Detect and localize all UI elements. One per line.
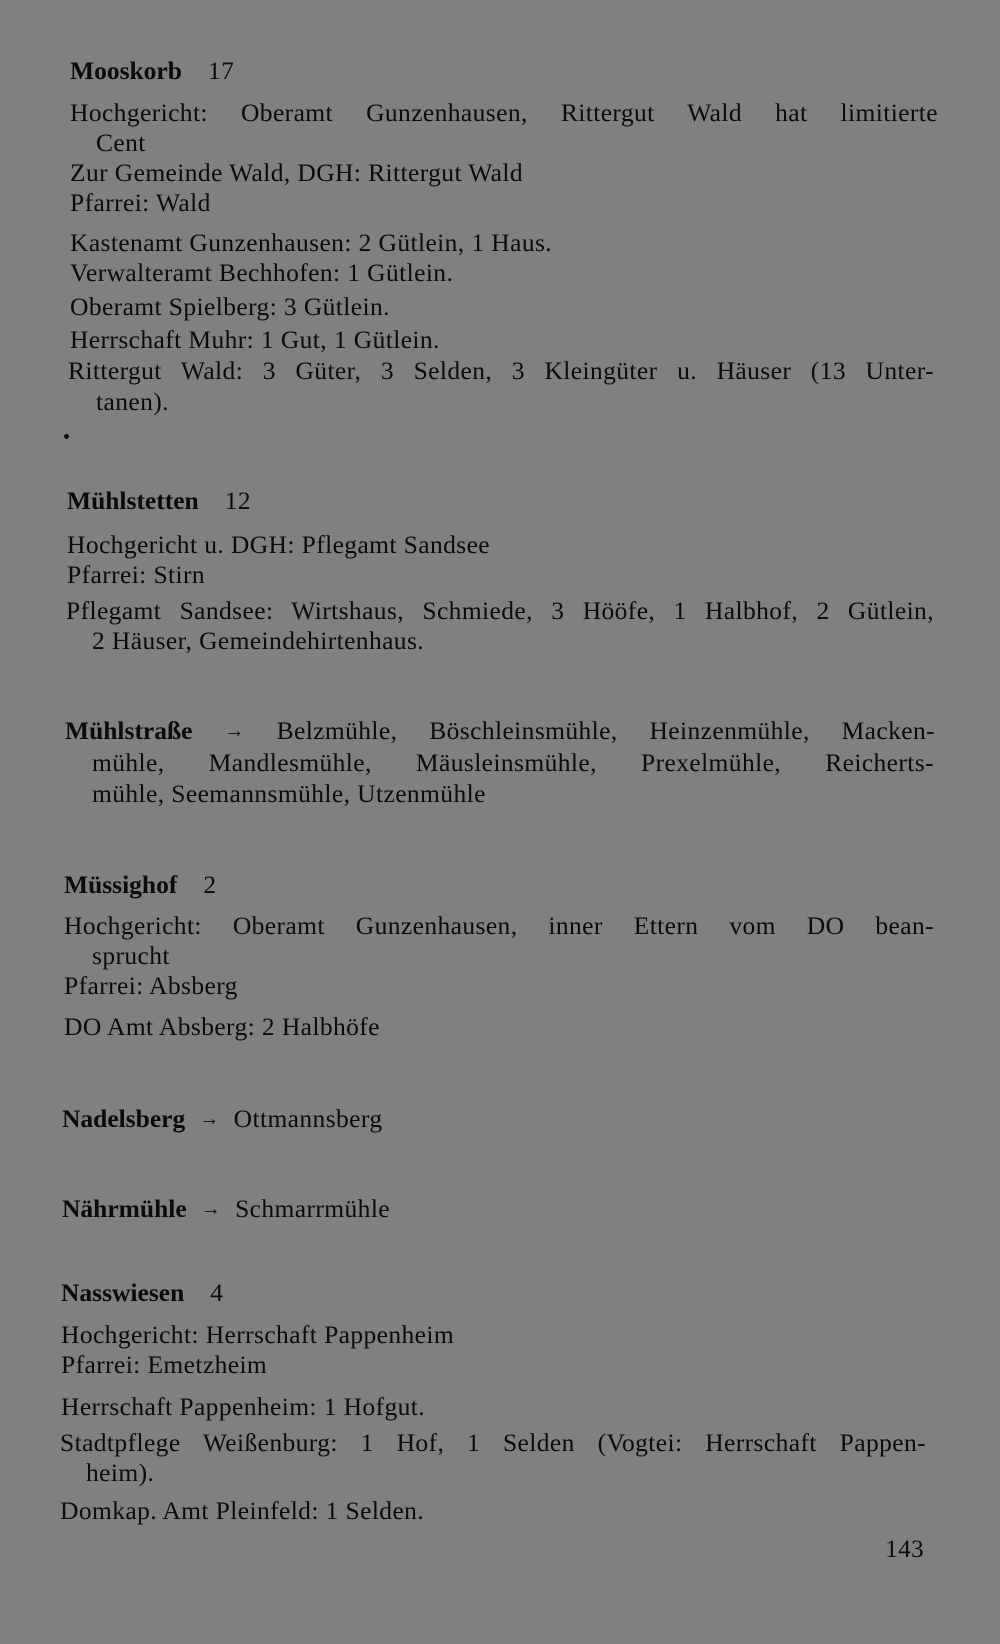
- hochgericht-continuation: Cent: [96, 128, 146, 157]
- holding-line: Herrschaft Pappenheim: 1 Hofgut.: [61, 1392, 426, 1421]
- holding-continuation: heim).: [86, 1458, 155, 1487]
- hochgericht-line: Hochgericht: Oberamt Gunzenhausen, Rittergut Wald hat limitierte: [70, 98, 938, 127]
- gemeinde-line: Zur Gemeinde Wald, DGH: Rittergut Wald: [70, 158, 524, 187]
- page-number: 143: [885, 1536, 924, 1563]
- holding-line: DO Amt Absberg: 2 Halbhöfe: [64, 1012, 380, 1041]
- pfarrei-line: Pfarrei: Emetzheim: [61, 1350, 268, 1379]
- cross-reference-continuation: mühle, Seemannsmühle, Utzenmühle: [92, 779, 486, 808]
- entry-heading: [67, 486, 251, 516]
- entry-heading: [64, 870, 217, 900]
- cross-reference-arrow: →: [224, 720, 245, 742]
- holding-line: Herrschaft Muhr: 1 Gut, 1 Gütlein.: [70, 325, 440, 354]
- entry-name: Nasswiesen: [61, 1278, 185, 1307]
- holding-line: Oberamt Spielberg: 3 Gütlein.: [70, 292, 390, 321]
- entry-name: Mooskorb: [70, 56, 182, 85]
- holding-line: Domkap. Amt Pleinfeld: 1 Selden.: [60, 1496, 425, 1525]
- hochgericht-line: Hochgericht: Oberamt Gunzenhausen, inner Ettern vom DO bean-: [64, 911, 934, 940]
- pfarrei-line: Pfarrei: Stirn: [67, 560, 206, 589]
- holding-line: Pflegamt Sandsee: Wirtshaus, Schmiede, 3 Hööfe, 1 Halbhof, 2 Gütlein,: [66, 596, 934, 625]
- entry-heading: [61, 1278, 223, 1308]
- holding-continuation: 2 Häuser, Gemeindehirtenhaus.: [92, 626, 425, 655]
- cross-reference-targets: Belzmühle, Böschleinsmühle, Heinzenmühle, Macken-: [276, 716, 935, 745]
- holding-line: Kastenamt Gunzenhausen: 2 Gütlein, 1 Haus.: [70, 228, 553, 257]
- entry-count: 4: [210, 1278, 224, 1307]
- hochgericht-line: Hochgericht: Herrschaft Pappenheim: [61, 1320, 455, 1349]
- holding-line: Rittergut Wald: 3 Güter, 3 Selden, 3 Kleingüter u. Häuser (13 Unter-: [68, 356, 934, 385]
- ink-speck: [64, 434, 69, 439]
- entry-heading: [62, 1104, 382, 1134]
- cross-reference-arrow: →: [199, 1108, 220, 1130]
- holding-line: Verwalteramt Bechhofen: 1 Gütlein.: [70, 258, 454, 287]
- holding-line: Stadtpflege Weißenburg: 1 Hof, 1 Selden (Vogtei: Herrschaft Pappen-: [60, 1428, 926, 1457]
- pfarrei-line: Pfarrei: Wald: [70, 188, 211, 217]
- hochgericht-line: Hochgericht u. DGH: Pflegamt Sandsee: [67, 530, 491, 559]
- entry-name: Müssighof: [64, 870, 178, 899]
- entry-name: Mühlstraße: [65, 716, 193, 745]
- entry-heading: [65, 716, 935, 746]
- entry-name: Nadelsberg: [62, 1104, 186, 1133]
- entry-heading: [62, 1194, 390, 1224]
- entry-count: 12: [224, 486, 252, 515]
- entry-heading: [70, 56, 234, 86]
- entry-name: Mühlstetten: [67, 486, 199, 515]
- cross-reference-target: Schmarrmühle: [235, 1194, 391, 1223]
- cross-reference-arrow: →: [200, 1198, 222, 1220]
- holding-continuation: tanen).: [96, 387, 169, 416]
- hochgericht-continuation: sprucht: [92, 941, 170, 970]
- cross-reference-continuation: mühle, Mandlesmühle, Mäusleinsmühle, Prexelmühle, Reicherts-: [92, 748, 934, 777]
- pfarrei-line: Pfarrei: Absberg: [64, 971, 238, 1000]
- entry-count: 17: [207, 56, 235, 85]
- cross-reference-target: Ottmannsberg: [233, 1104, 383, 1133]
- entry-name: Nährmühle: [62, 1194, 187, 1223]
- entry-count: 2: [203, 870, 217, 899]
